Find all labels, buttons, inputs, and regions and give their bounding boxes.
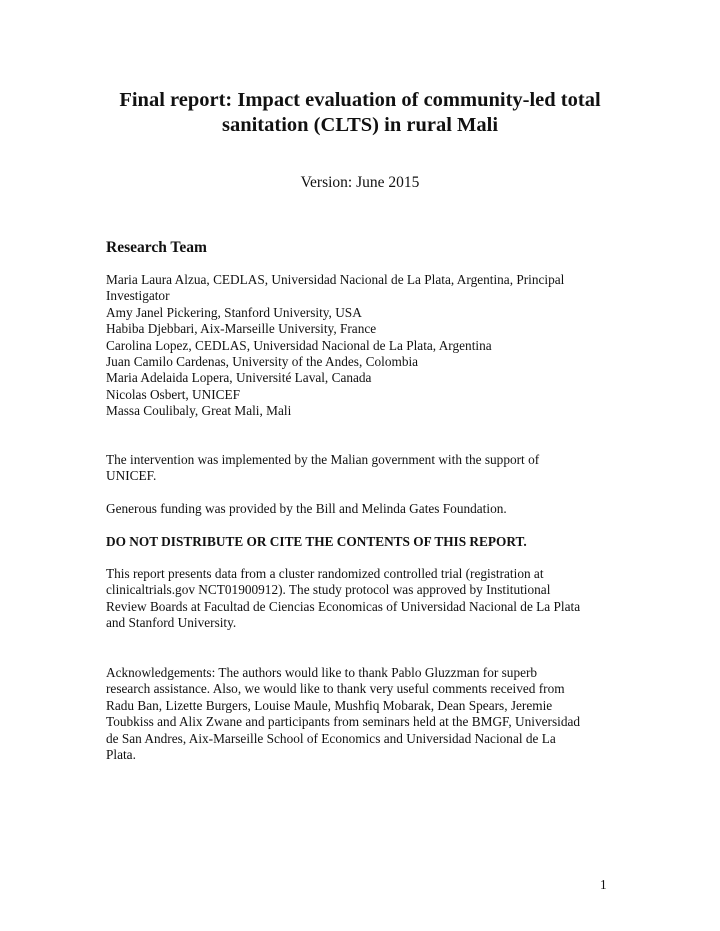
team-list (106, 272, 626, 420)
paragraph-line: Acknowledgements: The authors would like to thank Pablo Gluzzman for superb (106, 665, 538, 680)
team-member: Juan Camilo Cardenas, University of the Andes, Colombia (106, 354, 419, 370)
version-line: Version: June 2015 (300, 174, 420, 191)
paragraph-line: Review Boards at Facultad de Ciencias Economicas of Universidad Nacional de La Plata (106, 598, 581, 614)
team-member: Nicolas Osbert, UNICEF (106, 386, 241, 402)
title-line: Final report: Impact evaluation of community-led total (119, 89, 601, 111)
page-number: 1 (600, 877, 607, 892)
distribution-warning: DO NOT DISTRIBUTE OR CITE THE CONTENTS OF THIS REPORT. (106, 534, 527, 549)
team-member: Maria Laura Alzua, CEDLAS, Universidad Nacional de La Plata, Argentina, Principal (106, 272, 565, 287)
paragraph-line: The intervention was implemented by the Malian government with the support of (106, 452, 540, 467)
research-team-heading: Research Team (106, 239, 207, 256)
paragraph-line: Radu Ban, Lizette Burgers, Louise Maule, Mushfiq Mobarak, Dean Spears, Jeremie (106, 697, 553, 713)
paragraph-line: research assistance. Also, we would like to thank very useful comments received from (106, 681, 565, 697)
paragraph-line: UNICEF. (106, 468, 157, 484)
team-member: Amy Janel Pickering, Stanford University, USA (106, 304, 362, 320)
paragraph-line: This report presents data from a cluster randomized controlled trial (registration at (106, 566, 544, 581)
team-member: Maria Adelaida Lopera, Université Laval, Canada (106, 370, 372, 386)
team-member: Habiba Djebbari, Aix-Marseille University, France (106, 321, 377, 337)
paragraph-line: Plata. (106, 747, 136, 763)
paragraph-line: and Stanford University. (106, 615, 237, 631)
trial-paragraph (106, 566, 626, 632)
team-member: Investigator (106, 288, 170, 304)
acknowledgements-paragraph (106, 665, 626, 763)
paragraph-line: clinicaltrials.gov NCT01900912). The study protocol was approved by Institutional (106, 582, 551, 598)
paragraph-line: de San Andres, Aix-Marseille School of Economics and Universidad Nacional de La (106, 730, 556, 746)
intervention-paragraph (106, 452, 626, 485)
title-line: sanitation (CLTS) in rural Mali (221, 114, 499, 136)
paragraph-line: Toubkiss and Alix Zwane and participants from seminars held at the BMGF, Universidad (106, 714, 581, 730)
team-member: Massa Coulibaly, Great Mali, Mali (106, 403, 292, 419)
funding-paragraph: Generous funding was provided by the Bill and Melinda Gates Foundation. (106, 501, 507, 516)
report-title (90, 88, 630, 138)
team-member: Carolina Lopez, CEDLAS, Universidad Nacional de La Plata, Argentina (106, 337, 492, 353)
